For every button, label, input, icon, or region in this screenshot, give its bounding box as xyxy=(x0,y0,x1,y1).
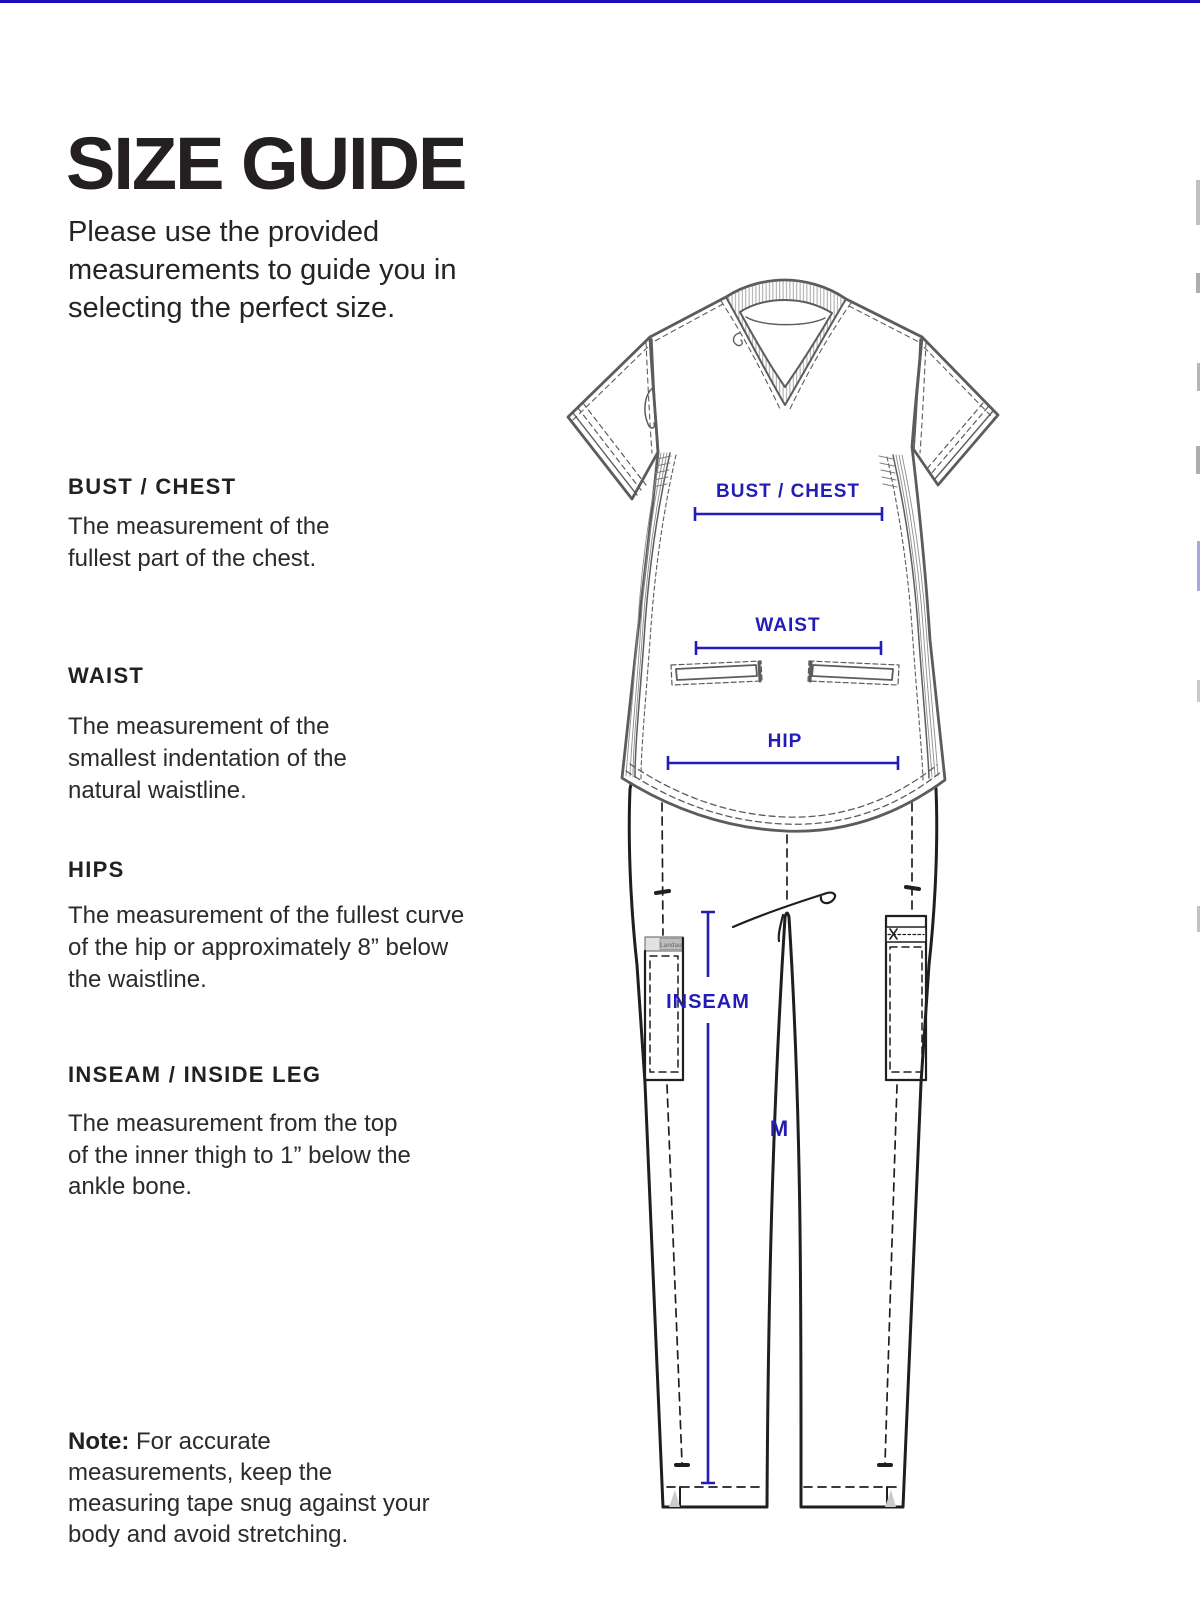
edge-artifact xyxy=(1196,273,1200,293)
note-label: Note: xyxy=(68,1428,130,1455)
section-heading-waist: WAIST xyxy=(68,663,145,689)
page-title: SIZE GUIDE xyxy=(66,121,466,205)
inseam-label: INSEAM xyxy=(666,991,750,1013)
edge-artifact xyxy=(1196,180,1200,225)
note-body: For accurate measurements, keep the measuring tape snug against your body and avoid stretching. xyxy=(68,1428,430,1548)
bust-measurement xyxy=(695,481,882,521)
section-body-hips: The measurement of the fullest curve of the hip or approximately 8” below the waistline. xyxy=(68,902,465,993)
section-body-inseam: The measurement from the top of the inner thigh to 1” below the ankle bone. xyxy=(68,1110,411,1200)
hip-label: HIP xyxy=(767,731,803,752)
section-heading-inseam: INSEAM / INSIDE LEG xyxy=(68,1062,322,1088)
waist-label: WAIST xyxy=(755,615,821,636)
section-body-bust: The measurement of the fullest part of the chest. xyxy=(68,513,330,572)
left-sleeve xyxy=(568,337,658,499)
pocket-tag-label: Landau xyxy=(660,943,682,949)
size-marker-label: M xyxy=(769,1116,789,1141)
section-heading-hips: HIPS xyxy=(68,857,125,883)
intro-text: Please use the provided measurements to guide you in selecting the perfect size. xyxy=(68,216,457,324)
bust-label: BUST / CHEST xyxy=(716,481,860,502)
edge-artifact xyxy=(1196,446,1200,474)
top-accent-border xyxy=(0,0,1200,3)
section-body-waist: The measurement of the smallest indentation of the natural waistline. xyxy=(68,713,347,804)
note-text xyxy=(68,1426,430,1550)
size-diagram xyxy=(540,275,1010,1525)
section-heading-bust: BUST / CHEST xyxy=(68,474,237,500)
